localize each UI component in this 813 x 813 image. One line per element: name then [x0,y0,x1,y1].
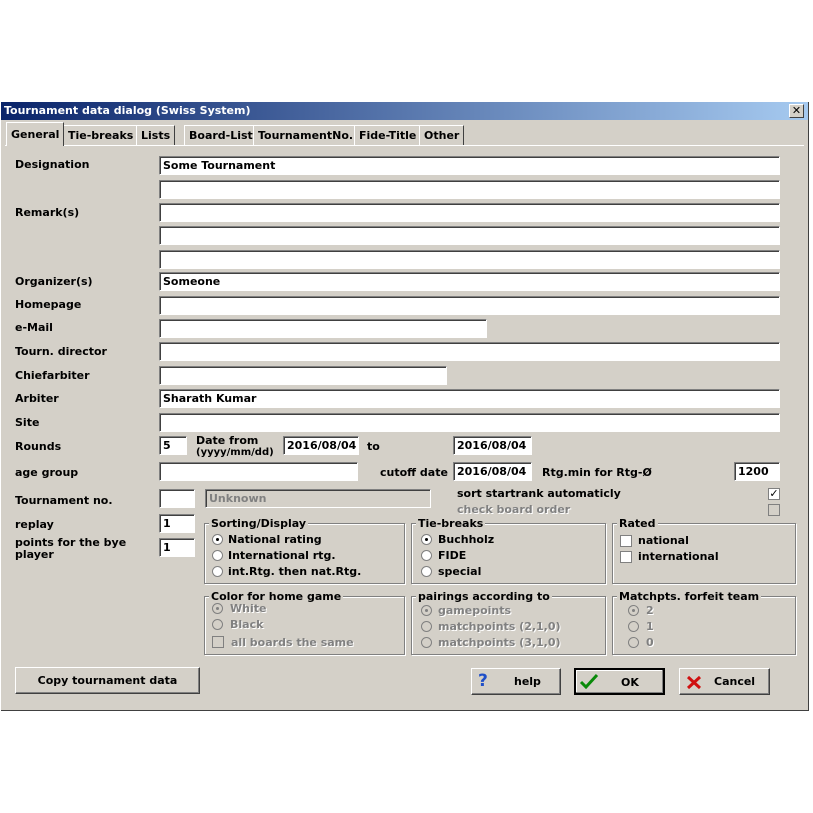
radio-int-then-nat[interactable] [212,566,223,577]
radio-buchholz[interactable] [421,534,432,545]
organizers-label: Organizer(s) [15,275,93,288]
radio-matchpts-2 [628,605,639,616]
rtg-min-label: Rtg.min for Rtg-Ø [542,466,652,479]
radio-matchpts-1 [628,621,639,632]
radio-matchpoints-210 [421,621,432,632]
designation-label: Designation [15,158,90,171]
homepage-input[interactable] [159,296,780,315]
tourn-director-input[interactable] [159,342,780,361]
organizers-input[interactable]: Someone [159,272,780,291]
dialog-title: Tournament data dialog (Swiss System) [1,102,808,120]
radio-gamepoints [421,605,432,616]
matchpoints-210-label: matchpoints (2,1,0) [438,620,561,633]
rtg-min-input[interactable]: 1200 [734,462,780,481]
national-rating-label: National rating [228,533,322,546]
check-board-order-label: check board order [457,503,571,516]
date-from-label: Date from [196,434,259,447]
question-icon: ? [478,671,488,691]
radio-international-rtg[interactable] [212,550,223,561]
int-then-nat-label: int.Rtg. then nat.Rtg. [228,565,362,578]
email-input[interactable] [159,319,487,338]
site-label: Site [15,416,40,429]
radio-matchpoints-310 [421,637,432,648]
date-to-input[interactable]: 2016/08/04 [453,436,532,455]
fide-label: FIDE [438,549,467,562]
matchpts-2-label: 2 [646,604,654,617]
tournament-no-input[interactable] [159,489,195,508]
black-label: Black [230,618,264,631]
cancel-button-label: Cancel [714,675,756,688]
sorting-group-title: Sorting/Display [211,517,307,530]
buchholz-label: Buchholz [438,533,495,546]
matchpoints-310-label: matchpoints (3,1,0) [438,636,561,649]
close-icon[interactable]: ✕ [789,104,804,118]
national-checkbox[interactable] [620,535,632,547]
radio-national-rating[interactable] [212,534,223,545]
cancel-button[interactable] [679,668,770,695]
color-home-group-title: Color for home game [211,590,342,603]
tab-board-list[interactable]: Board-List [184,125,258,145]
homepage-label: Homepage [15,298,82,311]
replay-input[interactable]: 1 [159,514,195,533]
date-format-label: (yyyy/mm/dd) [196,447,274,458]
chiefarbiter-label: Chiefarbiter [15,369,90,382]
radio-special[interactable] [421,566,432,577]
all-boards-same-checkbox [212,636,224,648]
radio-black [212,619,223,630]
tab-tie-breaks[interactable]: Tie-breaks [63,125,138,145]
help-button[interactable] [471,668,561,695]
help-button-label: help [514,675,541,688]
remark-input-4[interactable] [159,250,780,269]
email-label: e-Mail [15,321,53,334]
rounds-label: Rounds [15,440,62,453]
bye-points-label: points for the bye player [15,536,127,561]
international-label: international [638,550,719,563]
gamepoints-label: gamepoints [438,604,512,617]
ok-button[interactable] [574,668,665,695]
ok-button-label: OK [621,676,639,689]
radio-matchpts-0 [628,637,639,648]
date-from-input[interactable]: 2016/08/04 [283,436,359,455]
tourn-director-label: Tourn. director [15,345,107,358]
remark-input-3[interactable] [159,226,780,245]
tab-general[interactable]: General [6,122,64,146]
rounds-input[interactable]: 5 [159,436,187,455]
cutoff-date-label: cutoff date [380,466,448,479]
tournament-no-status: Unknown [205,489,431,508]
tab-lists[interactable]: Lists [136,125,175,145]
checkmark-icon [579,673,599,698]
arbiter-input[interactable]: Sharath Kumar [159,389,780,408]
tab-tournamentno[interactable]: TournamentNo. [253,125,358,145]
remark-input-2[interactable] [159,203,780,222]
sort-startrank-label: sort startrank automaticly [457,487,621,500]
tiebreaks-group-title: Tie-breaks [418,517,484,530]
replay-label: replay [15,518,54,531]
matchpts-0-label: 0 [646,636,654,649]
white-label: White [230,602,267,615]
copy-tournament-data-button[interactable]: Copy tournament data [15,667,200,694]
matchpts-group-title: Matchpts. forfeit team [619,590,760,603]
radio-fide[interactable] [421,550,432,561]
chiefarbiter-input[interactable] [159,366,447,385]
to-label: to [367,440,380,453]
tab-fide-title[interactable]: Fide-Title [354,125,421,145]
tab-divider [5,145,804,146]
designation-input[interactable]: Some Tournament [159,156,780,175]
tournament-no-label: Tournament no. [15,494,113,507]
rated-group-title: Rated [619,517,656,530]
pairings-group-title: pairings according to [418,590,550,603]
age-group-label: age group [15,466,79,479]
check-board-order-checkbox [768,504,780,516]
cross-icon [686,674,702,699]
matchpts-group [612,596,796,655]
international-checkbox[interactable] [620,551,632,563]
remarks-label: Remark(s) [15,206,80,219]
arbiter-label: Arbiter [15,392,59,405]
sort-startrank-checkbox[interactable]: ✓ [769,487,779,500]
site-input[interactable] [159,413,780,432]
bye-points-input[interactable]: 1 [159,538,195,557]
all-boards-same-label: all boards the same [231,636,354,649]
matchpts-1-label: 1 [646,620,654,633]
cutoff-date-input[interactable]: 2016/08/04 [453,462,532,481]
radio-white [212,603,223,614]
age-group-input[interactable] [159,462,358,481]
special-label: special [438,565,482,578]
remark-input-1[interactable] [159,180,780,199]
national-label: national [638,534,689,547]
international-rtg-label: International rtg. [228,549,336,562]
tab-other[interactable]: Other [419,125,464,145]
